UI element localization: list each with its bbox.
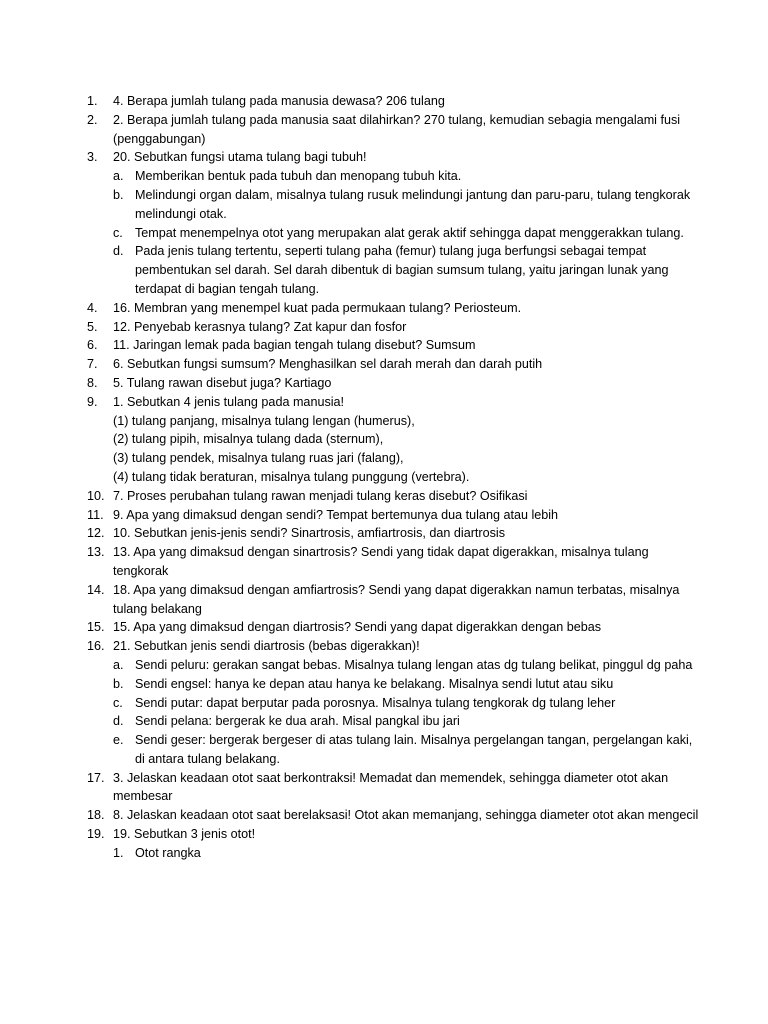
sub-list-item bbox=[113, 675, 699, 694]
sub-list-item bbox=[113, 712, 699, 731]
list-item-text: 15. Apa yang dimaksud dengan diartrosis? Sendi yang dapat digerakkan dengan bebas bbox=[113, 620, 602, 635]
list-item-number: 18. bbox=[87, 808, 105, 823]
list-item bbox=[87, 637, 699, 656]
list-item bbox=[87, 524, 699, 543]
list-item-number: 5. bbox=[87, 319, 98, 334]
list-item bbox=[87, 393, 699, 412]
sub-list-marker: c. bbox=[113, 225, 123, 240]
sub-list-marker: d. bbox=[113, 714, 124, 729]
list-item-number: 14. bbox=[87, 582, 105, 597]
list-item bbox=[87, 506, 699, 525]
list-item bbox=[87, 355, 699, 374]
list-item-number: 11. bbox=[87, 507, 104, 522]
list-item-number: 17. bbox=[87, 770, 105, 785]
list-item-text: 20. Sebutkan fungsi utama tulang bagi tubuh! bbox=[113, 150, 367, 165]
list-item-number: 16. bbox=[87, 639, 105, 654]
list-item bbox=[87, 92, 699, 111]
list-item-number: 9. bbox=[87, 394, 98, 409]
list-item-text: 9. Apa yang dimaksud dengan sendi? Tempat bertemunya dua tulang atau lebih bbox=[113, 507, 559, 522]
list-item bbox=[87, 769, 699, 807]
numbered-list bbox=[87, 92, 699, 863]
list-item-line: (3) tulang pendek, misalnya tulang ruas jari (falang), bbox=[113, 451, 404, 466]
sub-list-text: Sendi peluru: gerakan sangat bebas. Misalnya tulang lengan atas dg tulang belikat, pinggul dg paha bbox=[135, 657, 693, 672]
sub-list-item bbox=[113, 224, 699, 243]
list-item bbox=[87, 148, 699, 167]
list-item bbox=[87, 581, 699, 619]
list-item-number: 19. bbox=[87, 827, 105, 842]
sub-list-item bbox=[113, 167, 699, 186]
sub-list-text: Sendi geser: bergerak bergeser di atas tulang lain. Misalnya pergelangan tangan, pergelangan kaki, di antara tulang belakang. bbox=[135, 733, 693, 766]
list-item-number: 10. bbox=[87, 488, 105, 503]
sub-list-text: Tempat menempelnya otot yang merupakan alat gerak aktif sehingga dapat menggerakkan tulang. bbox=[135, 225, 684, 240]
list-item-text: 4. Berapa jumlah tulang pada manusia dewasa? 206 tulang bbox=[113, 94, 445, 108]
sub-list-marker: c. bbox=[113, 695, 123, 710]
list-item-number: 13. bbox=[87, 545, 105, 560]
list-item-text: 6. Sebutkan fungsi sumsum? Menghasilkan sel darah merah dan darah putih bbox=[113, 357, 543, 372]
list-item bbox=[87, 487, 699, 506]
list-item-text: 11. Jaringan lemak pada bagian tengah tulang disebut? Sumsum bbox=[113, 338, 476, 353]
list-item-number: 7. bbox=[87, 357, 98, 372]
sub-list-text: Memberikan bentuk pada tubuh dan menopang tubuh kita. bbox=[135, 169, 462, 184]
list-item-number: 2. bbox=[87, 112, 98, 127]
list-item bbox=[87, 806, 699, 825]
list-item-line: (1) tulang panjang, misalnya tulang lengan (humerus), bbox=[113, 413, 415, 428]
sub-list-text: Melindungi organ dalam, misalnya tulang rusuk melindungi jantung dan paru-paru, tulang tengkorak melindungi otak. bbox=[135, 187, 691, 221]
list-item-number: 3. bbox=[87, 150, 98, 165]
list-item bbox=[87, 618, 699, 637]
list-item-text: 3. Jelaskan keadaan otot saat berkontraksi! Memadat dan memendek, sehingga diameter otot akan membesar bbox=[113, 770, 669, 804]
sub-list-item bbox=[113, 694, 699, 713]
list-item-line: (2) tulang pipih, misalnya tulang dada (sternum), bbox=[113, 432, 384, 447]
list-item-text: 21. Sebutkan jenis sendi diartrosis (bebas digerakkan)! bbox=[113, 639, 420, 654]
list-item-text: 10. Sebutkan jenis-jenis sendi? Sinartrosis, amfiartrosis, dan diartrosis bbox=[113, 526, 505, 541]
sub-list-marker: b. bbox=[113, 187, 124, 202]
list-item-text: 1. Sebutkan 4 jenis tulang pada manusia! bbox=[113, 394, 345, 409]
list-item-text: 12. Penyebab kerasnya tulang? Zat kapur dan fosfor bbox=[113, 319, 407, 334]
list-item-line: (4) tulang tidak beraturan, misalnya tulang punggung (vertebra). bbox=[113, 469, 470, 484]
list-item bbox=[87, 336, 699, 355]
sub-list-text: Pada jenis tulang tertentu, seperti tulang paha (femur) tulang juga berfungsi sebagai tempat pembentukan sel darah. Sel darah dibentuk di bagian sumsum tulang, yaitu jaringan lunak yang terdapat di bagian tengah tulang. bbox=[135, 244, 669, 296]
list-item-text: 19. Sebutkan 3 jenis otot! bbox=[113, 827, 256, 842]
sub-list-text: Sendi putar: dapat berputar pada porosnya. Misalnya tulang tengkorak dg tulang leher bbox=[135, 695, 616, 710]
list-item-number: 6. bbox=[87, 338, 98, 353]
sub-list-marker: a. bbox=[113, 169, 124, 184]
list-item-text: 7. Proses perubahan tulang rawan menjadi tulang keras disebut? Osifikasi bbox=[113, 488, 528, 503]
sub-list-text: Otot rangka bbox=[135, 845, 201, 860]
list-item bbox=[87, 111, 699, 149]
sub-list-marker: 1. bbox=[113, 845, 124, 860]
list-item-text: 18. Apa yang dimaksud dengan amfiartrosis? Sendi yang dapat digerakkan namun terbatas, misalnya tulang belakang bbox=[113, 582, 680, 616]
sub-list-marker: b. bbox=[113, 676, 124, 691]
list-item-number: 8. bbox=[87, 375, 98, 390]
list-item-number: 15. bbox=[87, 620, 105, 635]
sub-list-item bbox=[113, 656, 699, 675]
list-item bbox=[87, 374, 699, 393]
sub-list-marker: e. bbox=[113, 733, 124, 748]
list-item-number: 12. bbox=[87, 526, 105, 541]
sub-list-marker: a. bbox=[113, 657, 124, 672]
list-item bbox=[87, 318, 699, 337]
sub-list-item bbox=[113, 242, 699, 298]
list-item-text: 5. Tulang rawan disebut juga? Kartiago bbox=[113, 375, 332, 390]
list-item-text: 16. Membran yang menempel kuat pada permukaan tulang? Periosteum. bbox=[113, 300, 522, 315]
list-item-text: 2. Berapa jumlah tulang pada manusia saat dilahirkan? 270 tulang, kemudian sebagia mengalami fusi (penggabungan) bbox=[113, 112, 681, 146]
list-item-number: 1. bbox=[87, 94, 98, 108]
sub-list-text: Sendi pelana: bergerak ke dua arah. Misal pangkal ibu jari bbox=[135, 714, 460, 729]
list-item-number: 4. bbox=[87, 300, 98, 315]
list-item bbox=[87, 825, 699, 844]
sub-list-item bbox=[113, 186, 699, 224]
sub-list-item bbox=[113, 844, 699, 863]
sub-list-item bbox=[113, 731, 699, 769]
sub-list-text: Sendi engsel: hanya ke depan atau hanya ke belakang. Misalnya sendi lutut atau siku bbox=[135, 676, 614, 691]
list-item bbox=[87, 299, 699, 318]
list-item-text: 8. Jelaskan keadaan otot saat berelaksasi! Otot akan memanjang, sehingga diameter otot akan mengecil bbox=[113, 808, 699, 823]
list-item-text: 13. Apa yang dimaksud dengan sinartrosis? Sendi yang tidak dapat digerakkan, misalnya tulang tengkorak bbox=[113, 545, 649, 578]
sub-list-marker: d. bbox=[113, 244, 124, 259]
list-item bbox=[87, 543, 699, 581]
